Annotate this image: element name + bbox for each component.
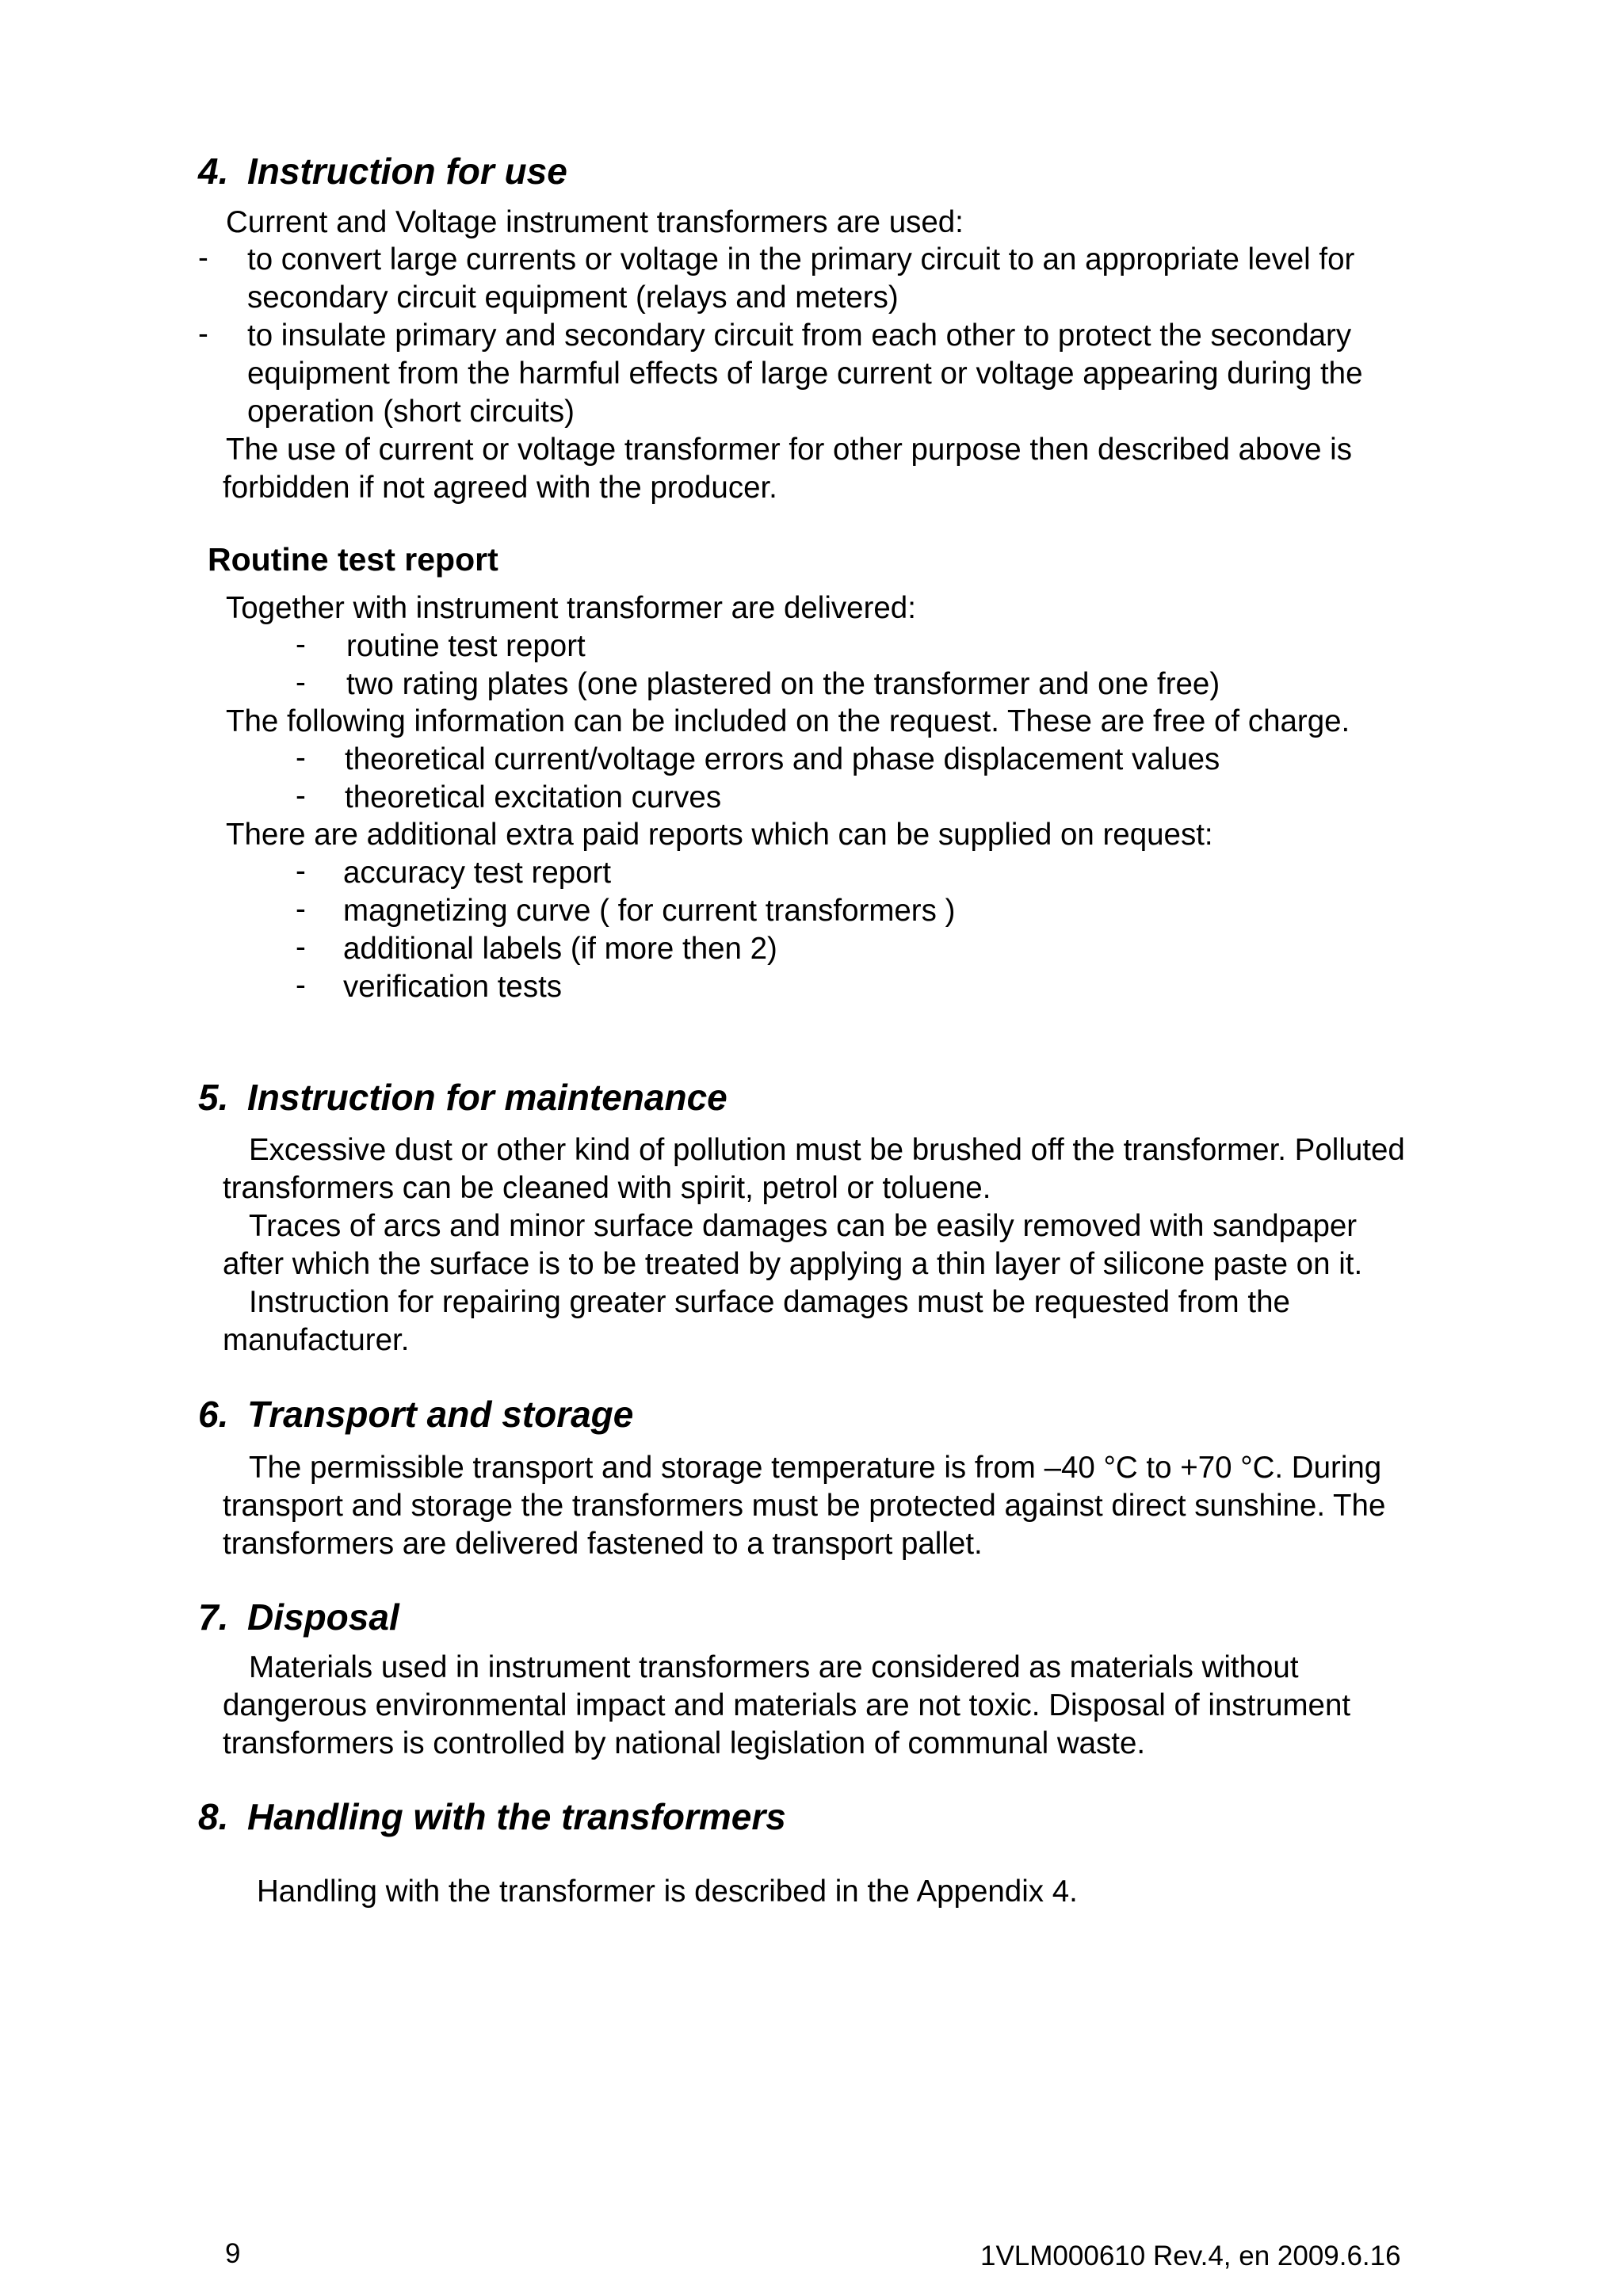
routine-free-intro: The following information can be included on the request. These are free of charge.	[226, 704, 1350, 738]
section-4-closing-line-1: The use of current or voltage transformer for other purpose then described above is	[226, 433, 1352, 467]
routine-delivered-item: two rating plates (one plastered on the transformer and one free)	[346, 667, 1220, 701]
routine-paid-item: magnetizing curve ( for current transformers )	[343, 894, 956, 928]
bullet-dash: -	[296, 968, 306, 1002]
section-7-line: Materials used in instrument transformers are considered as materials without	[249, 1650, 1299, 1684]
section-4-bullet-1-line-2: secondary circuit equipment (relays and meters)	[247, 280, 899, 315]
section-5-number: 5.	[198, 1077, 229, 1118]
routine-delivered-item: routine test report	[346, 629, 586, 663]
section-7-heading	[198, 1596, 399, 1638]
routine-test-report-heading: Routine test report	[208, 541, 498, 578]
page-number: 9	[225, 2238, 241, 2269]
routine-paid-item: verification tests	[343, 970, 563, 1004]
routine-delivered-intro: Together with instrument transformer are delivered:	[226, 591, 916, 625]
section-7-title: Disposal	[247, 1596, 399, 1638]
bullet-dash: -	[296, 666, 306, 700]
routine-paid-intro: There are additional extra paid reports which can be supplied on request:	[226, 818, 1213, 852]
section-4-bullet-2-line-2: equipment from the harmful effects of large current or voltage appearing during the	[247, 357, 1363, 391]
bullet-dash: -	[296, 627, 306, 662]
section-5-heading	[198, 1079, 727, 1116]
section-5-line: Traces of arcs and minor surface damages can be easily removed with sandpaper	[249, 1209, 1358, 1243]
bullet-dash: -	[296, 854, 306, 888]
bullet-dash: -	[296, 741, 306, 775]
section-5-line: Instruction for repairing greater surface damages must be requested from the	[249, 1285, 1290, 1319]
section-5-line: transformers can be cleaned with spirit, petrol or toluene.	[223, 1171, 991, 1205]
section-7-line: transformers is controlled by national legislation of communal waste.	[223, 1726, 1146, 1760]
section-6-line: transformers are delivered fastened to a transport pallet.	[223, 1527, 983, 1561]
section-8-heading	[198, 1798, 786, 1835]
section-4-bullet-1-line-1: to convert large currents or voltage in the primary circuit to an appropriate level for	[247, 242, 1355, 277]
routine-paid-item: additional labels (if more then 2)	[343, 932, 777, 966]
section-5-line: after which the surface is to be treated by applying a thin layer of silicone paste on it.	[223, 1247, 1363, 1281]
section-4-bullet-2-line-3: operation (short circuits)	[247, 395, 575, 429]
section-4-closing-line-2: forbidden if not agreed with the producer.	[223, 471, 777, 505]
section-8-text: Handling with the transformer is described in the Appendix 4.	[257, 1875, 1078, 1909]
document-reference: 1VLM000610 Rev.4, en 2009.6.16	[980, 2241, 1401, 2271]
section-4-number: 4.	[198, 151, 229, 192]
section-6-line: transport and storage the transformers must be protected against direct sunshine. The	[223, 1489, 1386, 1523]
section-7-number: 7.	[198, 1596, 229, 1638]
section-6-line: The permissible transport and storage temperature is from –40 °C to +70 °C. During	[249, 1451, 1382, 1485]
bullet-dash: -	[198, 241, 208, 275]
section-5-title: Instruction for maintenance	[247, 1077, 727, 1118]
section-4-heading	[198, 151, 567, 192]
section-4-intro: Current and Voltage instrument transformers are used:	[226, 205, 964, 239]
section-6-title: Transport and storage	[247, 1394, 634, 1435]
routine-free-item: theoretical excitation curves	[345, 780, 722, 814]
section-5-line: manufacturer.	[223, 1323, 410, 1357]
bullet-dash: -	[296, 779, 306, 813]
section-6-number: 6.	[198, 1394, 229, 1435]
section-5-line: Excessive dust or other kind of pollution must be brushed off the transformer. Polluted	[249, 1133, 1405, 1167]
bullet-dash: -	[198, 317, 208, 351]
routine-free-item: theoretical current/voltage errors and phase displacement values	[345, 742, 1220, 776]
bullet-dash: -	[296, 892, 306, 926]
section-8-title: Handling with the transformers	[247, 1796, 786, 1837]
section-8-number: 8.	[198, 1796, 229, 1837]
section-4-title: Instruction for use	[247, 151, 567, 192]
section-4-bullet-2-line-1: to insulate primary and secondary circuit from each other to protect the secondary	[247, 318, 1352, 353]
bullet-dash: -	[296, 930, 306, 964]
section-6-heading	[198, 1394, 634, 1435]
section-7-line: dangerous environmental impact and materials are not toxic. Disposal of instrument	[223, 1688, 1351, 1722]
routine-paid-item: accuracy test report	[343, 856, 612, 890]
